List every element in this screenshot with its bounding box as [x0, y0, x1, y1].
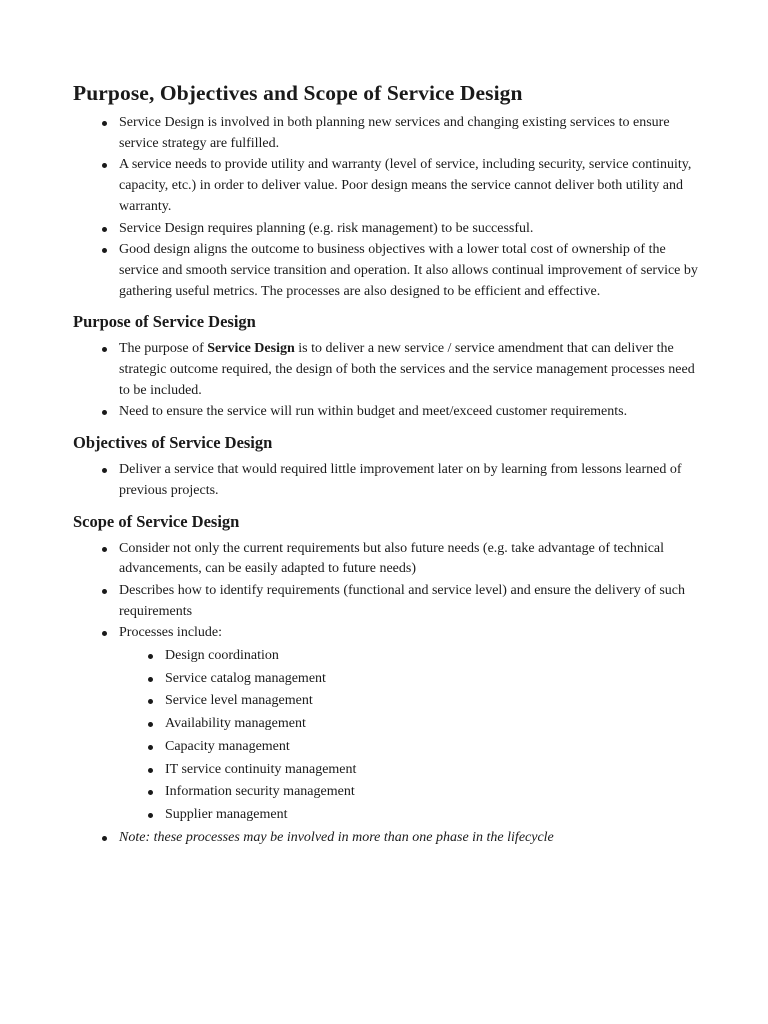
note-item: Note: these processes may be involved in more than one phase in the lifecycle: [73, 828, 698, 849]
list-item: Need to ensure the service will run within budget and meet/exceed customer requirements.: [73, 402, 698, 423]
list-item: A service needs to provide utility and warranty (level of service, including security, service continuity, capacity, etc.) in order to deliver value. Poor design means the service cannot deliver both utility and warranty.: [73, 155, 698, 217]
process-item: Design coordination: [119, 646, 698, 667]
intro-list: [73, 113, 698, 302]
process-item: Information security management: [119, 782, 698, 803]
list-item: [73, 623, 698, 825]
processes-label: Processes include:: [119, 625, 223, 641]
processes-list: [119, 646, 698, 826]
objectives-list: [73, 460, 698, 501]
process-item: Capacity management: [119, 737, 698, 758]
objectives-heading: Objectives of Service Design: [73, 433, 273, 453]
scope-heading: Scope of Service Design: [73, 511, 240, 531]
scope-list: [73, 539, 698, 849]
purpose-suffix: is to deliver a new service / service amendment that can deliver the strategic outcome required, the design of both the services and the service management processes need to be included.: [119, 341, 695, 398]
process-item: Service level management: [119, 691, 698, 712]
list-item: Good design aligns the outcome to business objectives with a lower total cost of ownership of the service and smooth service transition and operation. It also allows continual improvement of service by gathering useful metrics. The processes are also designed to be efficient and effective.: [73, 240, 698, 302]
list-item: Service Design is involved in both planning new services and changing existing services to ensure service strategy are fulfilled.: [73, 113, 698, 154]
list-item: Deliver a service that would required little improvement later on by learning from lessons learned of previous projects.: [73, 460, 698, 501]
process-item: IT service continuity management: [119, 760, 698, 781]
list-item: Consider not only the current requirements but also future needs (e.g. take advantage of technical advancements, can be easily adapted to future needs): [73, 539, 698, 580]
list-item: Describes how to identify requirements (functional and service level) and ensure the delivery of such requirements: [73, 581, 698, 622]
process-item: Availability management: [119, 714, 698, 735]
purpose-bold-term: Service Design: [207, 341, 295, 357]
process-item: Supplier management: [119, 805, 698, 826]
purpose-list: [73, 339, 698, 423]
purpose-heading: Purpose of Service Design: [73, 312, 256, 332]
document-page: [73, 78, 698, 849]
page-title: Purpose, Objectives and Scope of Service Design: [73, 81, 523, 105]
list-item: [73, 339, 698, 401]
list-item: Service Design requires planning (e.g. risk management) to be successful.: [73, 219, 698, 240]
process-item: Service catalog management: [119, 669, 698, 690]
purpose-prefix: The purpose of: [119, 341, 208, 357]
